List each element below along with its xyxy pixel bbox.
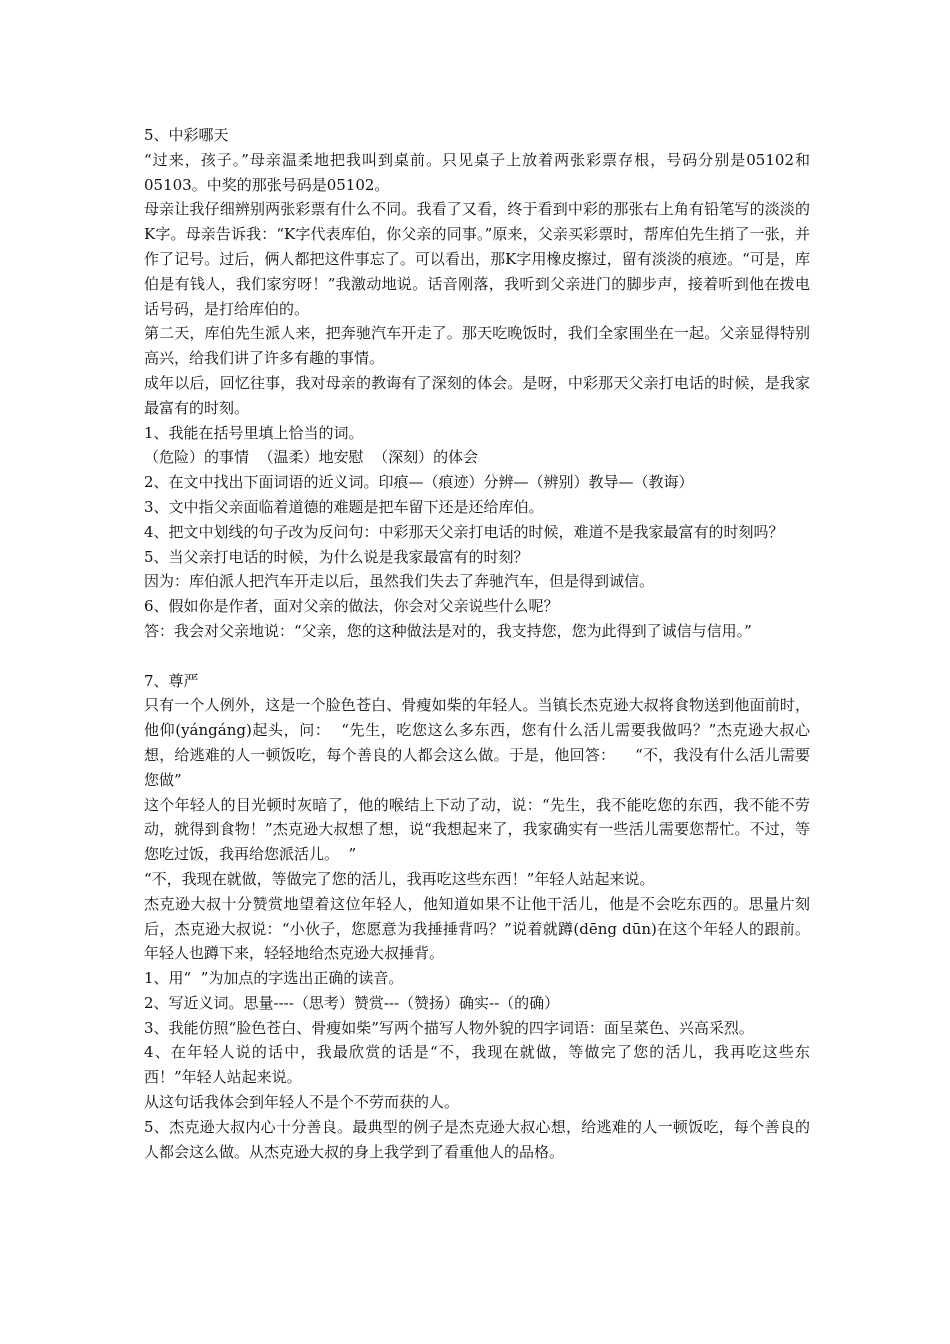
section-5-title: 5、中彩哪天 [144,126,229,144]
section-5-question: 5、当父亲打电话的时候，为什么说是我家最富有的时刻？ [144,547,529,566]
section-7-title: 7、尊严 [144,671,199,690]
section-5-paragraph: 母亲让我仔细辨别两张彩票有什么不同。我看了又看，终于看到中彩的那张右上角有铅笔写的淡淡的K字。母亲告诉我：“K字代表库伯，你父亲的同事。”原来，父亲买彩票时，帮库伯先生捎了一张，并作了记号。过后，俩人都把这件事忘了。可以看出，那K字用橡皮擦过，留有淡淡的痕迹。“可是，库伯是有钱人，我们家穷呀！”我激动地说。话音刚落，我听到父亲进门的脚步声，接着听到他在拨电话号码，是打给库伯的。 [144,200,810,318]
section-5-answer: （危险）的事情 （温柔）地安慰 （深刻）的体会 [144,448,479,467]
section-7-paragraph: “不，我现在就做，等做完了您的活儿，我再吃这些东西！”年轻人站起来说。 [144,869,655,888]
section-5-question: 4、把文中划线的句子改为反问句：中彩那天父亲打电话的时候，难道不是我家最富有的时刻吗？ [144,522,784,541]
section-spacer [144,644,810,669]
section-7-paragraph: 这个年轻人的目光顿时灰暗了，他的喉结上下动了动，说：“先生，我不能吃您的东西，我不能不劳动，就得到食物！”杰克逊大叔想了想，说“我想起来了，我家确实有一些活儿需要您帮忙。不过，等您吃过饭，我再给您派活儿。 ” [144,795,810,864]
section-7-paragraph: 只有一个人例外，这是一个脸色苍白、骨瘦如柴的年轻人。当镇长杰克逊大叔将食物送到他面前时，他仰(yángáng)起头，问： “先生，吃您这么多东西，您有什么活儿需要我做吗？”杰克逊大叔心想，给逃难的人一顿饭吃，每个善良的人都会这么做。于是，他回答： “不，我没有什么活儿需要您做” [144,696,810,789]
section-7-question: 2、写近义词。思量----（思考）赞赏---（赞扬）确实--（的确） [144,993,560,1012]
section-5-answer: 答：我会对父亲地说：“父亲，您的这种做法是对的，我支持您，您为此得到了诚信与信用。” [144,621,752,640]
section-5-question: 1、我能在括号里填上恰当的词。 [144,423,364,442]
section-7-paragraph: 杰克逊大叔十分赞赏地望着这位年轻人，他知道如果不让他干活儿，他是不会吃东西的。思量片刻后，杰克逊大叔说：“小伙子，您愿意为我捶捶背吗？”说着就蹲(dēng dūn)在这个年轻人的跟前。年轻人也蹲下来，轻轻地给杰克逊大叔捶背。 [144,894,810,963]
section-7-answer: 从这句话我体会到年轻人不是个不劳而获的人。 [144,1093,460,1112]
section-7-question: 4、在年轻人说的话中，我最欣赏的话是“不，我现在就做，等做完了您的活儿，我再吃这些东西！”年轻人站起来说。 [144,1043,810,1087]
section-5-paragraph: 成年以后，回忆往事，我对母亲的教诲有了深刻的体会。是呀，中彩那天父亲打电话的时候，是我家最富有的时刻。 [144,373,810,417]
section-5-question: 6、假如你是作者，面对父亲的做法，你会对父亲说些什么呢？ [144,597,559,616]
section-5-question: 3、文中指父亲面临着道德的难题是把车留下还是还给库伯。 [144,497,544,516]
section-7-question: 1、用“ ”为加点的字选出正确的读音。 [144,969,404,988]
section-5-question: 2、在文中找出下面词语的近义词。印痕—（痕迹）分辨—（辨别）教导—（教诲） [144,473,694,492]
section-7-question: 3、我能仿照“脸色苍白、骨瘦如柴”写两个描写人物外貌的四字词语：面呈菜色、兴高采烈。 [144,1018,754,1037]
section-7-question: 5、杰克逊大叔内心十分善良。最典型的例子是杰克逊大叔心想，给逃难的人一顿饭吃，每个善良的人都会这么做。从杰克逊大叔的身上我学到了看重他人的品格。 [144,1117,810,1161]
section-5-answer: 因为：库伯派人把汽车开走以后，虽然我们失去了奔驰汽车，但是得到诚信。 [144,572,655,591]
document-page [144,123,810,1164]
section-5-paragraph: “过来，孩子。”母亲温柔地把我叫到桌前。只见桌子上放着两张彩票存根，号码分别是05102和05103。中奖的那张号码是05102。 [144,150,810,194]
section-5-paragraph: 第二天，库伯先生派人来，把奔驰汽车开走了。那天吃晚饭时，我们全家围坐在一起。父亲显得特别高兴，给我们讲了许多有趣的事情。 [144,324,810,368]
